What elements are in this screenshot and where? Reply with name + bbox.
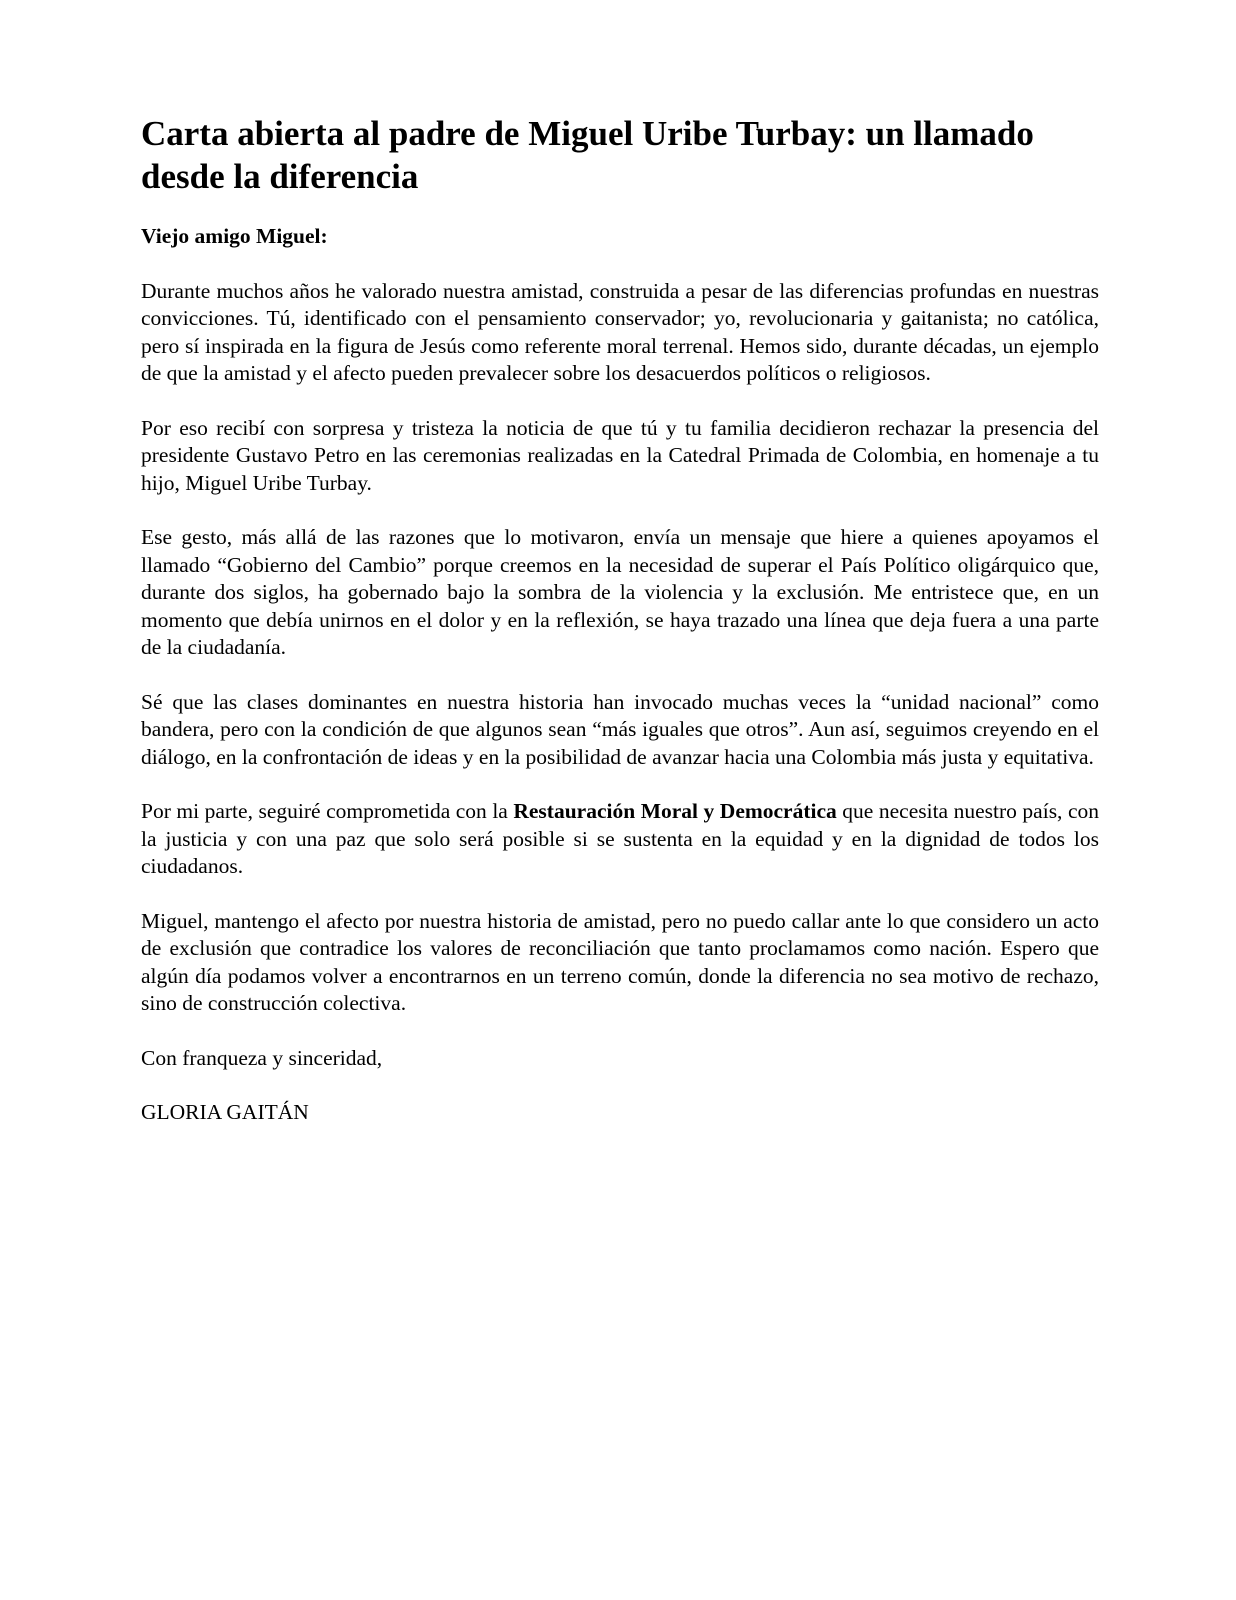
paragraph-1: Durante muchos años he valorado nuestra amistad, construida a pesar de las diferencias profundas en nuestras convicciones. Tú, identificado con el pensamiento conservador; yo, revolucionaria y gaitanista; no católica, pero sí inspirada en la figura de Jesús como referente moral terrenal. Hemos sido, durante décadas, un ejemplo de que la amistad y el afecto pueden prevalecer sobre los desacuerdos políticos o religiosos. bbox=[141, 278, 1099, 385]
paragraph-2: Por eso recibí con sorpresa y tristeza la noticia de que tú y tu familia decidieron rechazar la presencia del presidente Gustavo Petro en las ceremonias realizadas en la Catedral Primada de Colombia, en homenaje a tu hijo, Miguel Uribe Turbay. bbox=[141, 415, 1099, 495]
paragraph-4: Sé que las clases dominantes en nuestra historia han invocado muchas veces la “unidad nacional” como bandera, pero con la condición de que algunos sean “más iguales que otros”. Aun así, seguimos creyendo en el diálogo, en la confrontación de ideas y en la posibilidad de avanzar hacia una Colombia más justa y equitativa. bbox=[141, 689, 1099, 769]
paragraph-6: Miguel, mantengo el afecto por nuestra historia de amistad, pero no puedo callar ante lo que considero un acto de exclusión que contradice los valores de reconciliación que tanto proclamamos como nación. Espero que algún día podamos volver a encontrarnos en un terreno común, donde la diferencia no sea motivo de rechazo, sino de construcción colectiva. bbox=[141, 908, 1099, 1015]
paragraph-5-text-after: que necesita nuestro país, con la justicia y con una paz que solo será posible si se sustenta en la equidad y en la dignidad de todos los ciudadanos. bbox=[141, 799, 1099, 878]
letter-title: Carta abierta al padre de Miguel Uribe Turbay: un llamado desde la diferencia bbox=[141, 114, 1034, 196]
paragraph-5-text-before: Por mi parte, seguiré comprometida con la bbox=[141, 799, 514, 823]
letter-page bbox=[141, 112, 1099, 1154]
paragraph-3: Ese gesto, más allá de las razones que lo motivaron, envía un mensaje que hiere a quienes apoyamos el llamado “Gobierno del Cambio” porque creemos en la necesidad de superar el País Político oligárquico que, durante dos siglos, ha gobernado bajo la sombra de la violencia y la exclusión. Me entristece que, en un momento que debía unirnos en el dolor y en la reflexión, se haya trazado una línea que deja fuera a una parte de la ciudadanía. bbox=[141, 525, 1099, 659]
signature: GLORIA GAITÁN bbox=[141, 1100, 309, 1124]
closing: Con franqueza y sinceridad, bbox=[141, 1045, 383, 1070]
paragraph-5-bold-phrase: Restauración Moral y Democrática bbox=[513, 799, 837, 823]
paragraph-5 bbox=[141, 798, 1099, 881]
salutation: Viejo amigo Miguel: bbox=[141, 224, 328, 248]
